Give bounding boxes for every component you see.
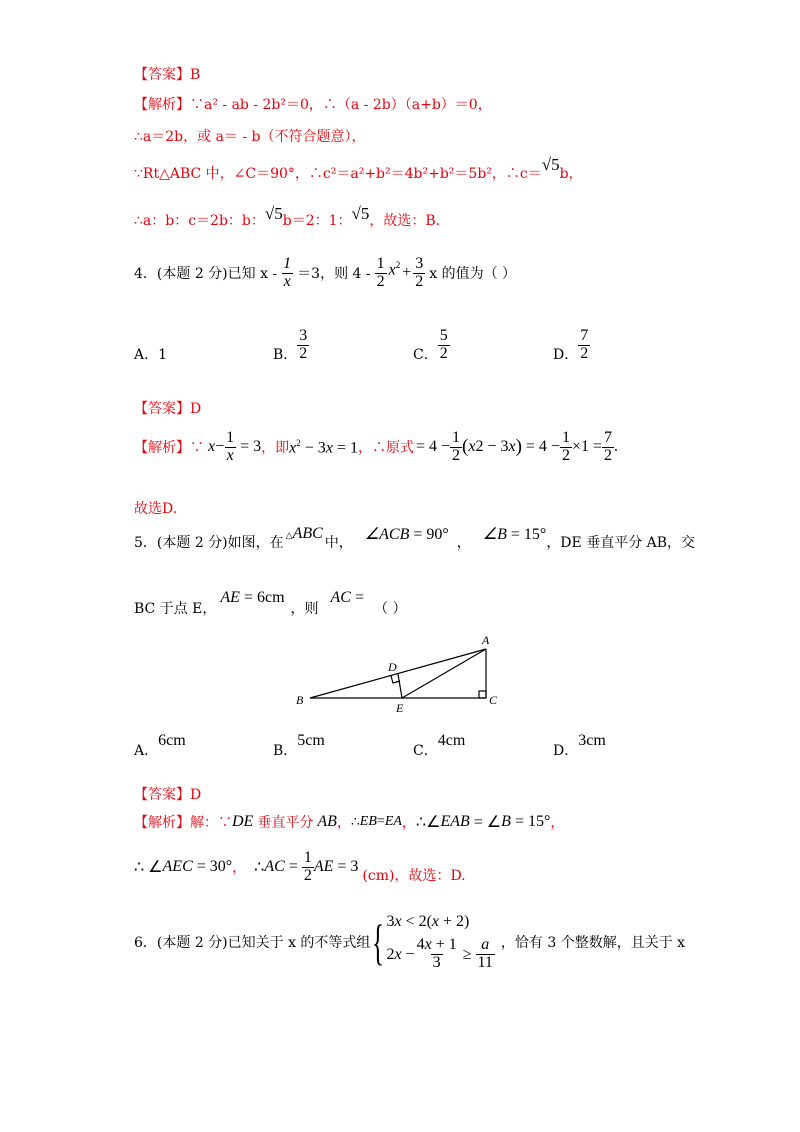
q5-option-d: [553, 732, 606, 760]
q5-half-fraction: $\frac{1}{2}$: [303, 849, 312, 884]
analysis-line-4-mid: b＝2：1：: [282, 213, 352, 229]
q4-half-2: $\frac{1}{2}$: [561, 429, 570, 464]
question-5-stem-line1: [134, 525, 696, 552]
q4-eq-fraction: $\frac{1}{x}$: [226, 429, 235, 464]
sqrt5-symbol: √5: [351, 204, 370, 223]
analysis-line-3-text: ∵Rt△ABC 中，∠C＝90°，∴c²＝a²+b²＝4b²+b²＝5b²，∴c＝: [134, 166, 542, 182]
q4-option-c-label: C．: [413, 347, 438, 363]
label-b: B: [296, 693, 304, 707]
q4-option-d-label: D．: [553, 347, 579, 363]
q4-half-1: $\frac{1}{2}$: [452, 429, 460, 464]
q4-suffix-text: x 的值为（ ）: [429, 266, 517, 283]
q5-line1b: 中，: [324, 535, 353, 551]
q4-eq-x: x: [208, 438, 216, 456]
q4-option-a: A．1: [134, 347, 168, 363]
q6-fraction-2: $\frac{a}{11}$: [477, 936, 493, 971]
q5-option-c: [413, 732, 466, 760]
q6-suffix: ，恰有 3 个整数解，且关于 x: [500, 934, 686, 951]
question-4-stem: [134, 256, 516, 291]
question-6-stem: [134, 912, 685, 972]
analysis-line-4-tail: ，故选：B.: [369, 213, 441, 229]
q4-analysis-mid: ，即: [261, 440, 290, 457]
q4-option-c: [413, 326, 450, 364]
q5-analysis1b: 垂直平分: [257, 815, 314, 831]
label-c: C: [489, 693, 498, 707]
label-e: E: [396, 701, 404, 715]
q5-option-a-label: A．: [134, 743, 159, 759]
q4-analysis-mid2: ，∴原式: [357, 440, 414, 457]
q6-fraction-1: $\frac{4x + 1}{3}$: [416, 936, 457, 971]
q6-prefix: 6．(本题 2 分)已知关于 x 的不等式组: [134, 934, 371, 951]
ae-equals: AE = 6cm: [220, 589, 285, 606]
q5-option-c-value: 4cm: [437, 732, 466, 749]
q5-option-b: [273, 732, 325, 760]
q5-line1d: ，DE 垂直平分 AB，交: [546, 535, 696, 551]
analysis-line-1: 【解析】∵a² - ab - 2b²＝0，∴（a - 2b）（a+b）＝0，: [134, 97, 492, 113]
q4-analysis: 【解析】∵ x − $\frac{1}{x}$ = 3 ，即 $x^2 - 3x = 1$ ，∴原式 = 4 − $\frac{1}{2}$ ( x 2 − 3 x ) = 4 − $\frac{1}{2}$ ×1 = $\frac{7}{2}$ .: [134, 429, 618, 464]
q4-option-d: [553, 326, 590, 364]
answer-label-q4: 【答案】D: [134, 401, 202, 417]
q4-option-b-fraction: $\frac{3}{2}$: [299, 326, 308, 362]
q5-line1c: ，: [456, 535, 471, 551]
right-angle-mark-c: [479, 691, 486, 698]
inequality-system: 3x < 2(x + 2) 2 x − $\frac{4x + 1}{3}$ ≥ $\frac{a}{11}$: [386, 913, 493, 971]
fraction-1-over-x: $\frac{1}{x}$: [283, 255, 292, 290]
q5-analysis-line2: ∴ ∠ AEC = 30° ， ∴ AC = $\frac{1}{2}$ AE = 3 (cm)，故选：D.: [134, 849, 466, 885]
q4-result-fraction: $\frac{7}{2}$: [604, 429, 612, 464]
plus-sign: +: [402, 264, 412, 282]
q5-option-d-label: D．: [553, 743, 579, 759]
label-a: A: [482, 633, 490, 647]
q4-option-b-label: B．: [273, 347, 298, 363]
q5-analysis1: 【解析】解：∵: [134, 815, 232, 831]
angle-b: ∠B = 15°: [482, 526, 547, 543]
triangle-abc: △ABC: [285, 525, 323, 542]
q5-line2c: （ ）: [374, 601, 407, 617]
label-d: D: [388, 660, 397, 674]
analysis-line-2: ∴a＝2b，或 a＝ - b（不符合题意），: [134, 129, 366, 145]
q4-eq-2: $x^2 - 3x = 1$: [289, 437, 358, 456]
q5-line2a: BC 于点 E，: [134, 601, 217, 617]
q5-line2b: ，则: [290, 601, 319, 617]
sqrt5-symbol: √5: [264, 204, 283, 223]
system-brace: {: [372, 913, 385, 970]
q4-conclusion: 故选D.: [134, 501, 178, 517]
x-squared: $x^2$: [388, 259, 401, 278]
sqrt5-symbol: √5: [541, 155, 560, 174]
q5-line1a: 5．(本题 2 分)如图，在: [134, 535, 284, 551]
fraction-3-over-2: $\frac{3}{2}$: [415, 255, 424, 290]
q5-option-b-label: B．: [273, 743, 298, 759]
q5-option-a: [134, 732, 186, 760]
q5-analysis2-tail: (cm)，故选：D.: [362, 868, 466, 885]
analysis-line-3-tail: b，: [559, 166, 583, 182]
answer-label-q5: 【答案】D: [134, 787, 202, 803]
q5-option-a-value: 6cm: [158, 732, 186, 749]
q5-option-b-value: 5cm: [297, 732, 325, 749]
q4-analysis-prefix: 【解析】∵: [134, 440, 204, 457]
q5-option-d-value: 3cm: [578, 732, 606, 749]
q5-option-c-label: C．: [413, 743, 438, 759]
angle-acb: ∠ACB = 90°: [364, 526, 449, 543]
analysis-line-3: [134, 155, 583, 183]
q4-mid-text: ＝3，则 4 -: [297, 266, 371, 283]
q4-option-c-fraction: $\frac{5}{2}$: [439, 326, 448, 362]
fraction-1-over-2: $\frac{1}{2}$: [376, 255, 385, 290]
answer-label-q3: 【答案】B: [134, 67, 201, 83]
q4-option-b: [273, 326, 309, 364]
segment-ea: [402, 649, 486, 698]
ac-equals: AC =: [330, 589, 364, 606]
analysis-line-4-text: ∴a：b：c＝2b：b：: [134, 213, 265, 229]
q4-option-d-fraction: $\frac{7}{2}$: [580, 326, 589, 362]
q5-analysis-line1: 【解析】解：∵ DE 垂直平分 AB ， ∴ EB = EA ， ∴∠ EAB = ∠ B = 15° ，: [134, 813, 565, 831]
triangle-figure: [290, 630, 510, 720]
analysis-line-4: [134, 204, 441, 230]
segment-ba: [310, 649, 486, 698]
segment-de: [398, 674, 402, 698]
q4-prefix-text: 4．(本题 2 分)已知 x -: [134, 266, 278, 283]
question-5-stem-line2: [134, 589, 407, 618]
